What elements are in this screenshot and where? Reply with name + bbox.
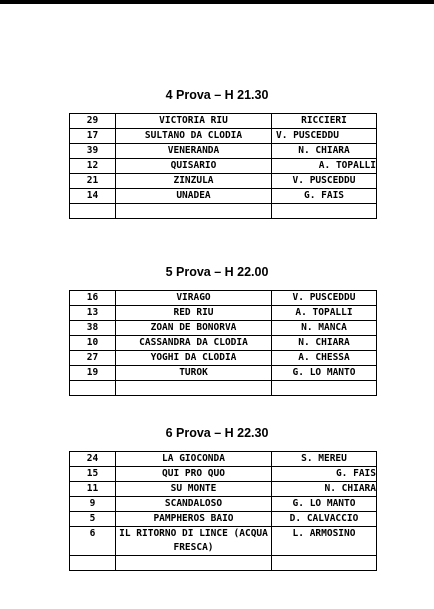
cell-number: 9: [70, 497, 116, 512]
cell-horse: IL RITORNO DI LINCE (ACQUA FRESCA): [116, 527, 272, 556]
cell-rider: N. CHIARA: [272, 482, 377, 497]
cell-rider: G. FAIS: [272, 189, 377, 204]
table-row: [70, 336, 377, 351]
table-row: [70, 159, 377, 174]
cell-number: 19: [70, 366, 116, 381]
cell-number: 13: [70, 306, 116, 321]
table-row: [70, 114, 377, 129]
cell-horse: SULTANO DA CLODIA: [116, 129, 272, 144]
cell-horse: VENERANDA: [116, 144, 272, 159]
cell-number: 16: [70, 291, 116, 306]
cell-horse: [116, 204, 272, 219]
race-4-title: 4 Prova – H 21.30: [165, 88, 269, 102]
cell-rider: N. CHIARA: [272, 336, 377, 351]
race-6-table: [69, 451, 377, 571]
cell-number: 24: [70, 452, 116, 467]
cell-horse: YOGHI DA CLODIA: [116, 351, 272, 366]
cell-number: 17: [70, 129, 116, 144]
table-row: [70, 204, 377, 219]
table-row: [70, 144, 377, 159]
race-5-table: [69, 290, 377, 396]
race-6-title: 6 Prova – H 22.30: [165, 426, 269, 440]
cell-number: 12: [70, 159, 116, 174]
cell-number: 5: [70, 512, 116, 527]
cell-horse: ZINZULA: [116, 174, 272, 189]
table-row: [70, 497, 377, 512]
cell-horse: SU MONTE: [116, 482, 272, 497]
cell-horse: TUROK: [116, 366, 272, 381]
table-row: [70, 321, 377, 336]
table-row: [70, 527, 377, 556]
cell-number: 11: [70, 482, 116, 497]
cell-number: [70, 381, 116, 396]
table-row: [70, 129, 377, 144]
table-row: [70, 381, 377, 396]
cell-rider: G. LO MANTO: [272, 366, 377, 381]
cell-rider: G. FAIS: [272, 467, 377, 482]
cell-rider: S. MEREU: [272, 452, 377, 467]
top-border-bar: [0, 0, 434, 4]
table-row: [70, 189, 377, 204]
cell-horse: LA GIOCONDA: [116, 452, 272, 467]
cell-rider: RICCIERI: [272, 114, 377, 129]
table-row: [70, 556, 377, 571]
table-row: [70, 452, 377, 467]
table-row: [70, 351, 377, 366]
cell-horse: RED RIU: [116, 306, 272, 321]
cell-number: 29: [70, 114, 116, 129]
cell-number: [70, 204, 116, 219]
table-row: [70, 467, 377, 482]
cell-horse: [116, 556, 272, 571]
cell-rider: V. PUSCEDDU: [272, 174, 377, 189]
cell-horse: VIRAGO: [116, 291, 272, 306]
cell-number: 6: [70, 527, 116, 556]
cell-rider: A. TOPALLI: [272, 159, 377, 174]
cell-rider: [272, 556, 377, 571]
cell-horse: [116, 381, 272, 396]
table-row: [70, 482, 377, 497]
table-row: [70, 174, 377, 189]
cell-horse: QUI PRO QUO: [116, 467, 272, 482]
cell-rider: D. CALVACCIO: [272, 512, 377, 527]
cell-rider: G. LO MANTO: [272, 497, 377, 512]
cell-number: [70, 556, 116, 571]
cell-horse: QUISARIO: [116, 159, 272, 174]
cell-number: 15: [70, 467, 116, 482]
cell-number: 10: [70, 336, 116, 351]
cell-rider: [272, 204, 377, 219]
cell-horse: CASSANDRA DA CLODIA: [116, 336, 272, 351]
cell-number: 21: [70, 174, 116, 189]
cell-horse: UNADEA: [116, 189, 272, 204]
cell-number: 14: [70, 189, 116, 204]
cell-rider: A. CHESSA: [272, 351, 377, 366]
cell-number: 38: [70, 321, 116, 336]
cell-rider: V. PUSCEDDU: [272, 291, 377, 306]
cell-rider: L. ARMOSINO: [272, 527, 377, 556]
cell-rider: N. MANCA: [272, 321, 377, 336]
cell-number: 39: [70, 144, 116, 159]
cell-rider: [272, 381, 377, 396]
cell-horse: SCANDALOSO: [116, 497, 272, 512]
cell-rider: N. CHIARA: [272, 144, 377, 159]
cell-number: 27: [70, 351, 116, 366]
table-row: [70, 366, 377, 381]
cell-horse: ZOAN DE BONORVA: [116, 321, 272, 336]
table-row: [70, 512, 377, 527]
cell-horse: PAMPHEROS BAIO: [116, 512, 272, 527]
cell-rider: V. PUSCEDDU: [272, 129, 377, 144]
table-row: [70, 306, 377, 321]
cell-horse: VICTORIA RIU: [116, 114, 272, 129]
table-row: [70, 291, 377, 306]
race-5-title: 5 Prova – H 22.00: [165, 265, 269, 279]
cell-rider: A. TOPALLI: [272, 306, 377, 321]
race-4-table: [69, 113, 377, 219]
